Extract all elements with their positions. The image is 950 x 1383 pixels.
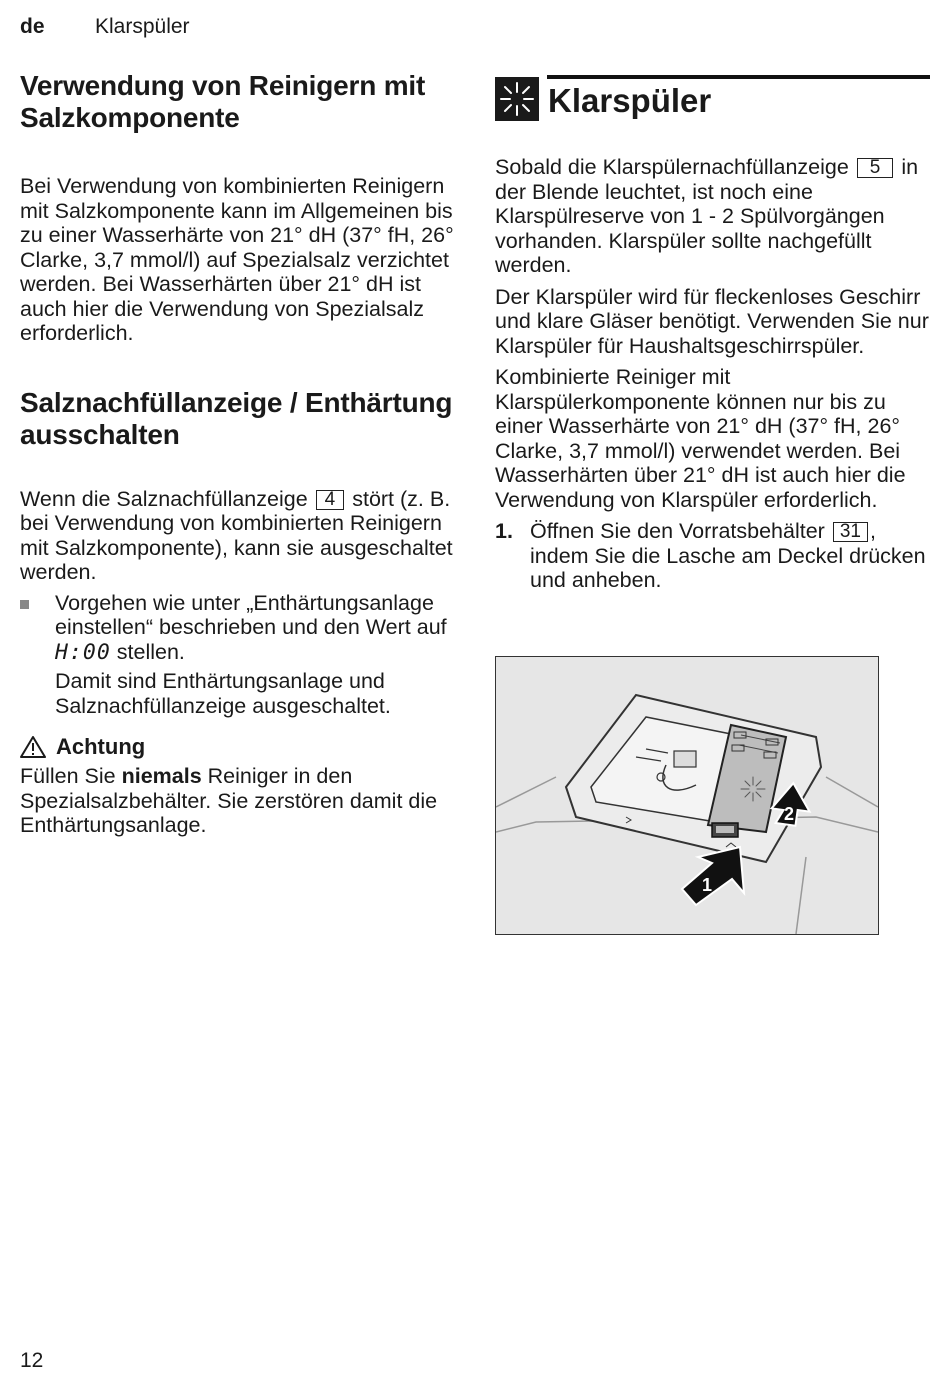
paragraph-purpose: Der Klarspüler wird für fleckenloses Geschirr und klare Gläser benötigt. Verwenden Sie nur Klarspüler für Haushaltsgeschirrspüler. [495, 284, 929, 358]
warning-text-before: Füllen Sie [20, 764, 116, 788]
arrow-1-icon [682, 847, 744, 905]
heading-rule [547, 75, 930, 79]
warning-triangle-icon [20, 735, 46, 759]
bullet-note: Damit sind Enthärtungsanlage und Salznachfüllanzeige ausgeschaltet. [55, 669, 391, 718]
indicator-ref-box: 5 [857, 158, 894, 178]
right-heading [495, 72, 930, 132]
bullet-square-icon [20, 600, 29, 609]
bullet-text-after: stellen. [116, 639, 185, 664]
p1-text-before: Sobald die Klarspülernachfüllanzeige [495, 155, 849, 179]
step-text-before: Öffnen Sie den Vorratsbehälter [530, 519, 825, 543]
dispenser-drawing [496, 657, 878, 934]
page-number: 12 [20, 1349, 44, 1372]
indicator-ref-box: 4 [316, 490, 345, 510]
header-language: de [20, 15, 45, 38]
warning-text-after: Reiniger in den Spezialsalzbehälter. Sie zerstören damit die Enthärtungsanlage. [20, 764, 438, 837]
arrow-1-label: 1 [702, 875, 713, 895]
section-body-salzkomponente: Bei Verwendung von kombinierten Reinigern mit Salzkomponente kann im Allgemeinen bis zu einer Wasserhärte von 21° dH (37° fH, 26° Clarke, 3,7 mmol/l) auf Spezialsalz verzichtet werden. Bei Wasserhärten über 21° dH ist auch hier die Verwendung von Spezialsalz erforderlich. [20, 174, 454, 345]
dispenser-illustration [495, 656, 879, 935]
p1-text-after: in der Blende leuchtet, ist noch eine Klarspülreserve von 1 - 2 Spülvorgängen vorhanden. Klarspüler sollte nachgefüllt werden. [495, 155, 919, 277]
step-text-after: , indem Sie die Lasche am Deckel drücken und anheben. [530, 519, 926, 592]
section-intro-enthaertung [20, 487, 460, 585]
rinse-aid-sparkle-icon [495, 77, 539, 121]
right-column [495, 72, 930, 593]
step-item [495, 519, 930, 593]
warning-emphasis: niemals [121, 764, 202, 788]
left-column [20, 70, 460, 838]
step-number: 1. [495, 519, 513, 543]
intro-text-after: stört (z. B. bei Verwendung von kombinierten Reinigern mit Salzkomponente), kann sie ausgeschaltet werden. [20, 486, 453, 584]
warning-title: Achtung [56, 734, 146, 759]
bullet-text [55, 591, 460, 666]
arrow-2-label: 2 [784, 804, 795, 824]
warning-heading [20, 734, 460, 760]
intro-text-before: Wenn die Salznachfüllanzeige [20, 486, 308, 511]
section-heading-enthaertung: Salznachfüllanzeige / Enthärtung ausschalten [20, 386, 453, 450]
bullet-text-before: Vorgehen wie unter „Enthärtungsanlage einstellen“ beschrieben und den Wert auf [55, 590, 447, 639]
paragraph-combined: Kombinierte Reiniger mit Klarspülerkomponente können nur bis zu einer Wasserhärte von 21° dH (37° fH, 26° Clarke, 3,7 mmol/l) verwendet werden. Bei Wasserhärten über 21° dH ist auch hier die Verwendung von Klarspüler erforderlich. [495, 365, 906, 512]
section-heading-salzkomponente: Verwendung von Reinigern mit Salzkomponente [20, 70, 426, 133]
container-ref-box: 31 [833, 522, 868, 542]
header-title: Klarspüler [95, 15, 190, 38]
warning-body [20, 764, 460, 838]
list-item [20, 591, 460, 719]
display-value: H:00 [55, 639, 111, 665]
step-text [530, 519, 930, 593]
page-title: Klarspüler [548, 82, 712, 119]
paragraph-indicator [495, 155, 930, 278]
